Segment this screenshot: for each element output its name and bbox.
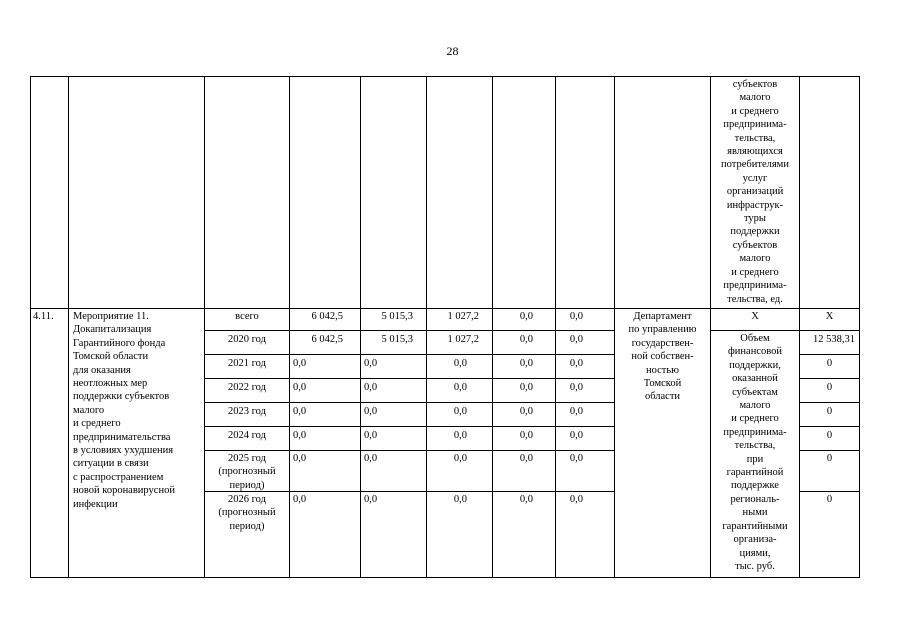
- value-cell: 0,0: [569, 430, 583, 441]
- row-number: 4.11.: [33, 311, 54, 322]
- indicator-value-cell: 0: [826, 358, 833, 369]
- value-cell: 0,0: [364, 382, 378, 393]
- value-cell: 5 015,3: [381, 311, 413, 322]
- value-cell: 0,0: [519, 430, 533, 441]
- indicator-value-cell: 0: [826, 430, 833, 441]
- indicator-top-mark: Х: [751, 311, 759, 322]
- year-label: 2024 год: [228, 430, 266, 441]
- value-cell: 0,0: [453, 382, 467, 393]
- year-label: 2022 год: [228, 382, 266, 393]
- value-cell: 0,0: [293, 382, 307, 393]
- value-cell: 0,0: [453, 406, 467, 417]
- value-cell: 5 015,3: [381, 334, 413, 345]
- value-cell: 0,0: [293, 494, 307, 505]
- page-number: 28: [446, 44, 459, 58]
- value-cell: 0,0: [293, 358, 307, 369]
- indicator-description: Объем финансовой поддержки, оказанной субъектам малого и среднего предпринима- тельства, при гарантийной поддержке региональ- ными гарантийными организа- циями, тыс. руб.: [722, 333, 788, 572]
- value-cell: 1 027,2: [447, 334, 479, 345]
- value-cell: 0,0: [293, 406, 307, 417]
- value-cell: 0,0: [453, 358, 467, 369]
- value-cell: 0,0: [519, 358, 533, 369]
- indicator-value-cell: 0: [826, 494, 833, 505]
- indicator-value-cell: 0: [826, 406, 833, 417]
- year-label: 2026 год (прогнозный период): [218, 494, 276, 532]
- year-label: 2021 год: [228, 358, 266, 369]
- year-label: 2025 год (прогнозный период): [218, 453, 276, 491]
- value-cell: 0,0: [519, 382, 533, 393]
- indicator-value-cell: 12 538,31: [813, 334, 855, 345]
- value-cell: 0,0: [519, 494, 533, 505]
- value-cell: 0,0: [364, 494, 378, 505]
- value-cell: 0,0: [364, 453, 378, 464]
- value-cell: 0,0: [453, 494, 467, 505]
- value-cell: 0,0: [569, 382, 583, 393]
- value-cell: 0,0: [519, 453, 533, 464]
- indicator-top-value: Х: [825, 311, 834, 322]
- value-cell: 0,0: [569, 406, 583, 417]
- year-label: 2020 год: [228, 334, 266, 345]
- value-cell: 1 027,2: [447, 311, 479, 322]
- value-cell: 6 042,5: [311, 311, 343, 322]
- year-label: 2023 год: [228, 406, 266, 417]
- value-cell: 0,0: [364, 358, 378, 369]
- value-cell: 0,0: [453, 453, 467, 464]
- value-cell: 0,0: [569, 494, 583, 505]
- indicator-value-cell: 0: [826, 453, 833, 464]
- value-cell: 0,0: [569, 334, 583, 345]
- value-cell: 0,0: [569, 358, 583, 369]
- event-name: Мероприятие 11. Докапитализация Гарантийного фонда Томской области для оказания неотложных мер поддержки субъектов малого и среднего предпринимательства в условиях ухудшения ситуации в связи с распространением новой коронавирусной инфекции: [73, 311, 175, 510]
- value-cell: 0,0: [364, 406, 378, 417]
- value-cell: 0,0: [519, 334, 533, 345]
- value-cell: 0,0: [519, 311, 533, 322]
- value-cell: 0,0: [293, 430, 307, 441]
- value-cell: 0,0: [569, 453, 583, 464]
- value-cell: 6 042,5: [311, 334, 343, 345]
- indicator-value-cell: 0: [826, 382, 833, 393]
- carry-over-indicator-text: субъектов малого и среднего предпринима- тельства, являющихся потребителями услуг организаций инфраструк- туры поддержки субъектов малого и среднего предпринима- тельства, ед.: [721, 79, 789, 305]
- year-label: всего: [235, 311, 259, 322]
- value-cell: 0,0: [364, 430, 378, 441]
- value-cell: 0,0: [293, 453, 307, 464]
- responsible-department: Департамент по управлению государствен- ной собствен- ностью Томской области: [628, 311, 697, 403]
- value-cell: 0,0: [519, 406, 533, 417]
- value-cell: 0,0: [453, 430, 467, 441]
- value-cell: 0,0: [569, 311, 583, 322]
